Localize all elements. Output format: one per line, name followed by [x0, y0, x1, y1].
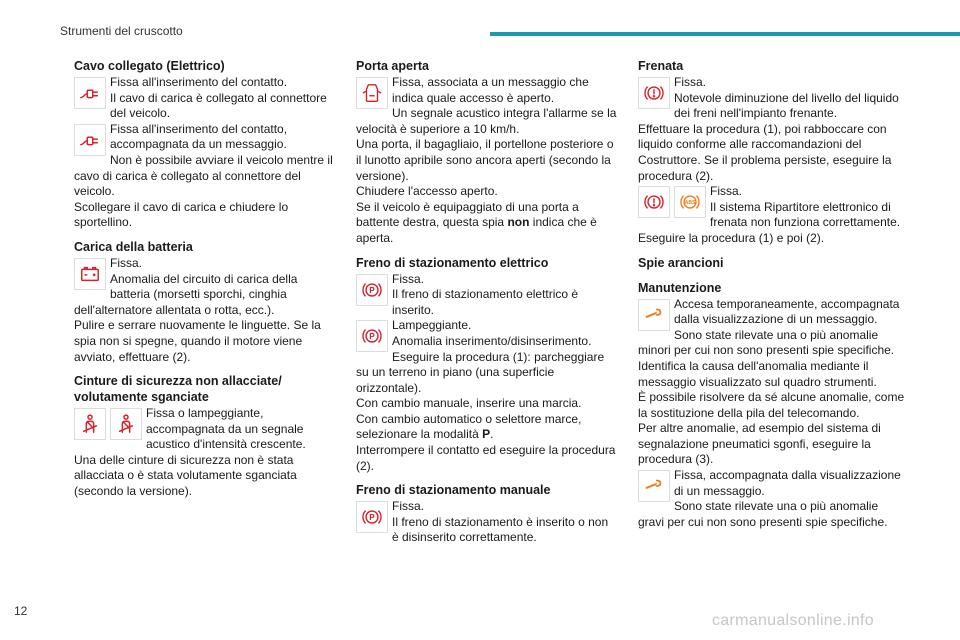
body-text [356, 200, 618, 247]
body-text: Scollegare il cavo di carica e chiudere lo sportellino. [74, 199, 289, 230]
section-spacer [638, 272, 906, 280]
body-text: Non è possibile avviare il veicolo mentre il cavo di carica è collegato al connettore del veicolo. [74, 152, 333, 199]
charging-plug-icon [74, 77, 106, 109]
warning-icons [356, 274, 388, 306]
warning-block [74, 406, 336, 500]
battery-icon [74, 258, 106, 290]
section-title: Freno di stazionamento elettrico [356, 255, 549, 270]
warning-icons [74, 124, 106, 156]
column-middle [356, 58, 618, 546]
body-text: Fissa. [710, 184, 743, 199]
body-text: Notevole diminuzione del livello del liquido dei freni nell'impianto frenante. [674, 90, 899, 121]
page-number: 12 [14, 604, 28, 618]
brake-warning-icon [638, 186, 670, 218]
svg-text:P: P [369, 332, 375, 342]
warning-icons [74, 258, 106, 290]
section-title: Manutenzione [638, 280, 722, 295]
body-text: Una delle cinture di sicurezza non è stata allacciata o è stata volutamente sganciata (secondo la versione). [74, 452, 297, 499]
chapter-title: Strumenti del cruscotto [60, 24, 183, 38]
header-accent-bar [490, 32, 960, 36]
body-text: Il freno di stazionamento elettrico è inserito. [392, 287, 579, 317]
body-text: Fissa. [392, 499, 425, 514]
body-text: Fissa, accompagnata dalla visualizzazione di un messaggio. [674, 468, 901, 498]
abs-label: ABS [684, 200, 696, 207]
warning-icons [638, 77, 670, 109]
body-text: Il freno di stazionamento è inserito o non è disinserito correttamente. [392, 514, 609, 545]
body-text: Anomalia inserimento/disinserimento. [392, 333, 592, 348]
body-text: Eseguire la procedura (1) e poi (2). [638, 230, 825, 245]
warning-block [356, 200, 618, 247]
body-text: Fissa o lampeggiante, accompagnata da un segnale acustico d'intensità crescente. [146, 406, 306, 452]
body-text: Effettuare la procedura (1), poi rabboccare con liquido conforme alle raccomandazioni del Costruttore. Se il problema persiste, eseguire la procedura (2). [638, 121, 892, 183]
section-title: Spie arancioni [638, 255, 724, 270]
body-text: Il cavo di carica è collegato al connettore del veicolo. [110, 90, 327, 121]
warning-block [356, 318, 618, 412]
warning-block [74, 122, 336, 231]
body-text: Eseguire la procedura (1): parcheggiare su un terreno in piano (una superficie orizzontale). [356, 349, 605, 395]
warning-icons [74, 408, 142, 440]
text-segment: indica che è aperta. [356, 215, 597, 245]
warning-icons [638, 470, 670, 502]
parking-brake-icon [356, 501, 388, 533]
body-text: Accesa temporaneamente, accompagnata dalla visualizzazione di un messaggio. [674, 296, 900, 327]
body-text: Interrompere il contatto ed eseguire la procedura (2). [356, 443, 616, 473]
body-text: Sono state rilevate una o più anomalie gravi per cui non sono presenti spie specifiche. [638, 499, 888, 529]
body-text [356, 412, 618, 443]
text-segment: . [490, 427, 494, 442]
emphasis-text: P [482, 427, 491, 442]
section-spacer [638, 247, 906, 255]
body-text: È possibile risolvere da sé alcune anomalie, come la sostituzione della pila del telecomando. [638, 390, 905, 420]
body-text: Con cambio manuale, inserire una marcia. [356, 396, 582, 411]
body-text: Per altre anomalie, ad esempio del sistema di segnalazione pneumatici sgonfi, eseguire la procedura (3). [638, 421, 881, 467]
abs-icon [674, 186, 706, 218]
warning-icons [356, 320, 388, 352]
warning-block [356, 499, 618, 546]
section-title: Porta aperta [356, 59, 429, 73]
charging-plug-icon [74, 124, 106, 156]
body-text: Identifica la causa dell'anomalia mediante il messaggio visualizzato sul quadro strumenti. [638, 358, 877, 389]
svg-text:P: P [369, 285, 375, 295]
parking-brake-icon [356, 320, 388, 352]
column-left [74, 58, 336, 500]
warning-block [356, 443, 618, 474]
body-text: Un segnale acustico integra l'allarme se la velocità è superiore a 10 km/h. [356, 106, 617, 136]
wrench-icon [638, 470, 670, 502]
warning-block [638, 468, 906, 530]
warning-block [356, 272, 618, 319]
warning-icons [638, 186, 706, 218]
warning-block [74, 256, 336, 365]
warning-icons [356, 501, 388, 533]
body-text: Anomalia del circuito di carica della batteria (morsetti sporchi, cinghia dell'alternatore allentata o rotta, ecc.). [74, 271, 298, 317]
brake-warning-icon [638, 77, 670, 109]
text-segment: Con cambio automatico o selettore marce, selezionare la modalità [356, 411, 582, 442]
warning-block [638, 297, 906, 469]
section-title: Cinture di sicurezza non allacciate/ volutamente sganciate [74, 374, 282, 405]
section-title: Frenata [638, 59, 684, 73]
wrench-icon [638, 299, 670, 331]
body-text: Fissa. [674, 75, 707, 89]
seatbelt-icon [110, 408, 142, 440]
warning-block [356, 75, 618, 200]
column-right [638, 58, 906, 530]
svg-text:P: P [369, 513, 375, 523]
warning-icons [356, 77, 388, 109]
warning-block [356, 412, 618, 443]
warning-block [74, 75, 336, 122]
warning-icons [74, 77, 106, 109]
section-spacer [74, 231, 336, 239]
body-text: Fissa all'inserimento del contatto. [110, 75, 288, 89]
door-open-icon [356, 77, 388, 109]
section-title: Cavo collegato (Elettrico) [74, 59, 225, 73]
warning-block [638, 75, 906, 184]
section-spacer [356, 474, 618, 482]
warning-icons [638, 299, 670, 331]
body-text: Chiudere l'accesso aperto. [356, 184, 498, 199]
section-title: Carica della batteria [74, 239, 193, 254]
body-text: Lampeggiante. [392, 318, 472, 333]
seatbelt-icon [74, 408, 106, 440]
body-text: Fissa. [110, 255, 143, 270]
body-text: Sono state rilevate una o più anomalie minori per cui non sono presenti spie specifiche. [638, 327, 895, 358]
body-text: Il sistema Ripartitore elettronico di frenata non funziona correttamente. [710, 199, 901, 230]
body-text: Fissa. [392, 271, 425, 286]
body-text: Fissa, associata a un messaggio che indica quale accesso è aperto. [392, 75, 589, 105]
text-segment: Se il veicolo è equipaggiato di una porta a battente destra, questa spia [356, 199, 579, 230]
footer-watermark: carmanualsonline.info [712, 612, 874, 629]
emphasis-text: non [507, 215, 530, 230]
body-text: Pulire e serrare nuovamente le linguette. Se la spia non si spegne, quando il motore viene avviato, effettuare (2). [74, 318, 321, 364]
warning-block [638, 184, 906, 246]
section-spacer [356, 247, 618, 255]
section-title: Freno di stazionamento manuale [356, 483, 551, 498]
section-spacer [74, 365, 336, 373]
parking-brake-icon [356, 274, 388, 306]
body-text: Una porta, il bagagliaio, il portellone posteriore o il lunotto apribile sono ancora aperti (secondo la versione). [356, 137, 614, 183]
body-text: Fissa all'inserimento del contatto, accompagnata da un messaggio. [110, 121, 288, 152]
